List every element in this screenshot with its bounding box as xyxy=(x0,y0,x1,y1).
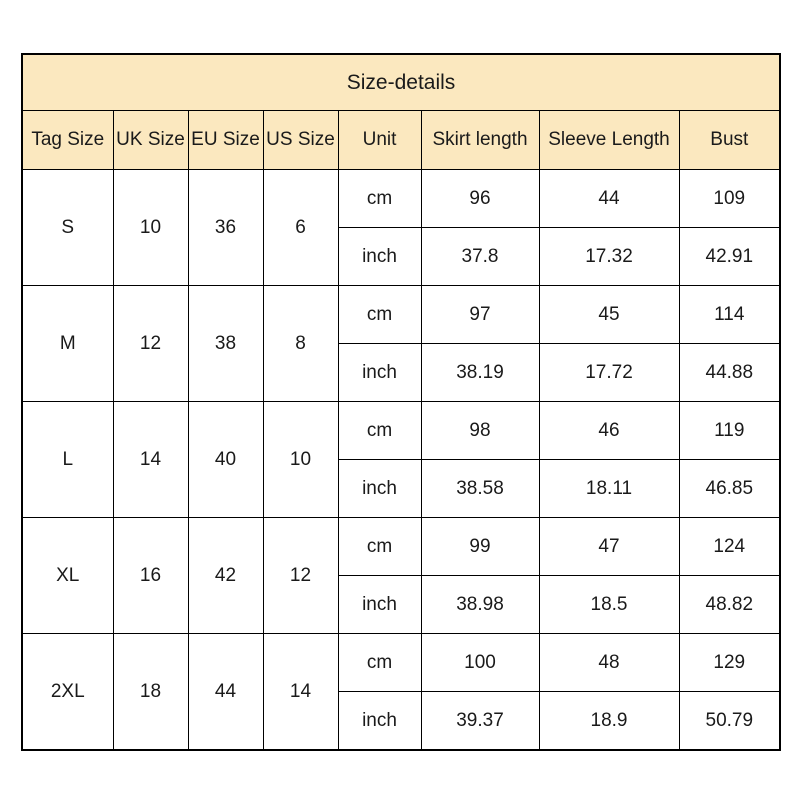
skirt-length-cell: 38.19 xyxy=(421,344,539,402)
table-row xyxy=(22,634,780,692)
header-bust: Bust xyxy=(679,111,780,170)
sleeve-length-cell: 47 xyxy=(539,518,679,576)
tag-size-cell: S xyxy=(22,170,113,286)
title-row xyxy=(22,54,780,111)
sleeve-length-cell: 45 xyxy=(539,286,679,344)
us-size-cell: 14 xyxy=(263,634,338,751)
eu-size-cell: 38 xyxy=(188,286,263,402)
skirt-length-cell: 99 xyxy=(421,518,539,576)
eu-size-cell: 36 xyxy=(188,170,263,286)
table-row xyxy=(22,170,780,228)
table-row xyxy=(22,402,780,460)
table-row xyxy=(22,286,780,344)
sleeve-length-cell: 44 xyxy=(539,170,679,228)
skirt-length-cell: 96 xyxy=(421,170,539,228)
us-size-cell: 10 xyxy=(263,402,338,518)
unit-cell: inch xyxy=(338,692,421,751)
unit-cell: cm xyxy=(338,518,421,576)
sleeve-length-cell: 48 xyxy=(539,634,679,692)
header-uk-size: UK Size xyxy=(113,111,188,170)
us-size-cell: 6 xyxy=(263,170,338,286)
uk-size-cell: 18 xyxy=(113,634,188,751)
sleeve-length-cell: 17.32 xyxy=(539,228,679,286)
bust-cell: 114 xyxy=(679,286,780,344)
us-size-cell: 12 xyxy=(263,518,338,634)
bust-cell: 46.85 xyxy=(679,460,780,518)
bust-cell: 124 xyxy=(679,518,780,576)
header-eu-size: EU Size xyxy=(188,111,263,170)
eu-size-cell: 40 xyxy=(188,402,263,518)
tag-size-cell: L xyxy=(22,402,113,518)
header-tag-size: Tag Size xyxy=(22,111,113,170)
uk-size-cell: 12 xyxy=(113,286,188,402)
uk-size-cell: 10 xyxy=(113,170,188,286)
sleeve-length-cell: 18.11 xyxy=(539,460,679,518)
tag-size-cell: 2XL xyxy=(22,634,113,751)
skirt-length-cell: 37.8 xyxy=(421,228,539,286)
header-unit: Unit xyxy=(338,111,421,170)
header-us-size: US Size xyxy=(263,111,338,170)
sleeve-length-cell: 46 xyxy=(539,402,679,460)
tag-size-cell: XL xyxy=(22,518,113,634)
sleeve-length-cell: 18.9 xyxy=(539,692,679,751)
skirt-length-cell: 97 xyxy=(421,286,539,344)
eu-size-cell: 44 xyxy=(188,634,263,751)
unit-cell: cm xyxy=(338,286,421,344)
sleeve-length-cell: 18.5 xyxy=(539,576,679,634)
table-title: Size-details xyxy=(22,54,780,111)
unit-cell: inch xyxy=(338,344,421,402)
unit-cell: inch xyxy=(338,576,421,634)
eu-size-cell: 42 xyxy=(188,518,263,634)
skirt-length-cell: 38.58 xyxy=(421,460,539,518)
unit-cell: inch xyxy=(338,460,421,518)
unit-cell: inch xyxy=(338,228,421,286)
unit-cell: cm xyxy=(338,634,421,692)
uk-size-cell: 16 xyxy=(113,518,188,634)
us-size-cell: 8 xyxy=(263,286,338,402)
bust-cell: 50.79 xyxy=(679,692,780,751)
bust-cell: 42.91 xyxy=(679,228,780,286)
header-sleeve-length: Sleeve Length xyxy=(539,111,679,170)
sleeve-length-cell: 17.72 xyxy=(539,344,679,402)
skirt-length-cell: 100 xyxy=(421,634,539,692)
skirt-length-cell: 98 xyxy=(421,402,539,460)
header-skirt-length: Skirt length xyxy=(421,111,539,170)
unit-cell: cm xyxy=(338,170,421,228)
bust-cell: 119 xyxy=(679,402,780,460)
skirt-length-cell: 39.37 xyxy=(421,692,539,751)
uk-size-cell: 14 xyxy=(113,402,188,518)
unit-cell: cm xyxy=(338,402,421,460)
bust-cell: 109 xyxy=(679,170,780,228)
bust-cell: 129 xyxy=(679,634,780,692)
table-row xyxy=(22,518,780,576)
bust-cell: 48.82 xyxy=(679,576,780,634)
bust-cell: 44.88 xyxy=(679,344,780,402)
tag-size-cell: M xyxy=(22,286,113,402)
header-row xyxy=(22,111,780,170)
skirt-length-cell: 38.98 xyxy=(421,576,539,634)
size-details-table xyxy=(21,53,781,751)
